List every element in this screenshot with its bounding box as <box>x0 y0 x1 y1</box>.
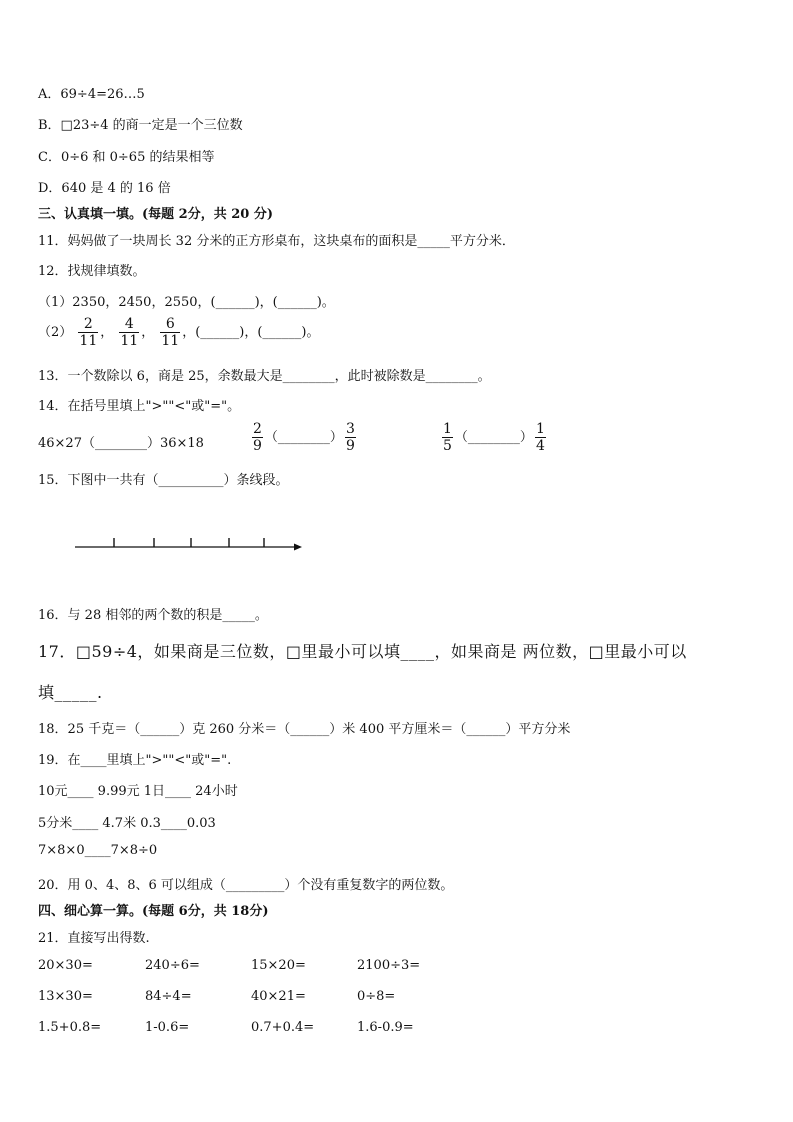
question-18: 18．25 千克＝（______）克 260 分米＝（______）米 400 平方厘米＝（______）平方分米 <box>38 722 571 737</box>
calc-cell: 13×30= <box>38 989 93 1004</box>
question-19: 19．在____里填上">""<"或"=". <box>38 753 232 768</box>
calc-cell: 0.7+0.4= <box>251 1020 315 1035</box>
question-14: 14．在括号里填上">""<"或"="。 <box>38 399 241 414</box>
option-c: C．0÷6 和 0÷65 的结果相等 <box>38 150 215 165</box>
fraction: $\frac{2}{11}$ <box>79 316 98 349</box>
fraction: $\frac{6}{11}$ <box>161 316 180 349</box>
calc-cell: 0÷8= <box>357 989 396 1004</box>
fraction: $\frac{1}{5}$ <box>443 421 452 454</box>
fraction: $\frac{2}{9}$ <box>253 421 262 454</box>
section-3-heading: 三、认真填一填。(每题 2分，共 20 分) <box>38 207 274 222</box>
arrow-head-icon <box>294 544 302 551</box>
line-segment-figure <box>70 530 310 560</box>
fraction: $\frac{1}{4}$ <box>535 421 545 454</box>
question-17-line-2: 填_____. <box>38 683 103 702</box>
calc-cell: 1.5+0.8= <box>38 1020 102 1035</box>
option-b: B．□23÷4 的商一定是一个三位数 <box>38 118 243 133</box>
option-a: A．69÷4=26…5 <box>38 87 145 102</box>
fraction: $\frac{3}{9}$ <box>345 421 355 454</box>
question-12-2: （2） $\frac{2}{11}$ ， $\frac{4}{11}$ ， $\frac{6}{11}$ ，(______)，(______)。 <box>38 316 320 349</box>
question-17-line-1: 17．□59÷4，如果商是三位数，□里最小可以填____，如果商是 两位数，□里最小可以 <box>38 642 687 661</box>
calc-cell: 15×20= <box>251 958 306 973</box>
calc-cell: 40×21= <box>251 989 306 1004</box>
question-12-2-prefix: （2） <box>38 325 73 340</box>
question-19-row-3: 7×8×0____7×8÷0 <box>38 843 158 858</box>
question-11: 11．妈妈做了一块周长 32 分米的正方形桌布，这块桌布的面积是_____平方分米． <box>38 234 515 249</box>
question-14-a: 46×27（________）36×18 <box>38 436 204 451</box>
calc-cell: 84÷4= <box>145 989 192 1004</box>
calc-cell: 1-0.6= <box>145 1020 190 1035</box>
calc-cell: 240÷6= <box>145 958 200 973</box>
question-12-1: （1）2350，2450，2550，(______)，(______)。 <box>38 295 335 310</box>
question-19-row-1: 10元____ 9.99元 1日____ 24小时 <box>38 784 238 799</box>
calc-cell: 2100÷3= <box>357 958 421 973</box>
question-21: 21．直接写出得数. <box>38 931 150 946</box>
question-14-c: $\frac{1}{5}$ （________） $\frac{1}{4}$ <box>443 421 545 454</box>
option-d: D．640 是 4 的 16 倍 <box>38 181 171 196</box>
question-15: 15．下图中一共有（__________）条线段。 <box>38 473 289 488</box>
fraction: $\frac{4}{11}$ <box>120 316 139 349</box>
question-13: 13．一个数除以 6，商是 25，余数最大是________，此时被除数是________。 <box>38 369 491 384</box>
question-12: 12．找规律填数。 <box>38 264 146 279</box>
question-19-row-2: 5分米____ 4.7米 0.3____0.03 <box>38 816 216 831</box>
question-12-2-suffix: ，(______)，(______)。 <box>182 325 320 340</box>
question-20: 20．用 0、4、8、6 可以组成（_________）个没有重复数字的两位数。 <box>38 878 454 893</box>
question-14-b: $\frac{2}{9}$ （________） $\frac{3}{9}$ <box>253 421 355 454</box>
question-16: 16．与 28 相邻的两个数的积是_____。 <box>38 608 268 623</box>
calc-cell: 20×30= <box>38 958 93 973</box>
calc-cell: 1.6-0.9= <box>357 1020 414 1035</box>
section-4-heading: 四、细心算一算。(每题 6分，共 18分) <box>38 904 269 919</box>
